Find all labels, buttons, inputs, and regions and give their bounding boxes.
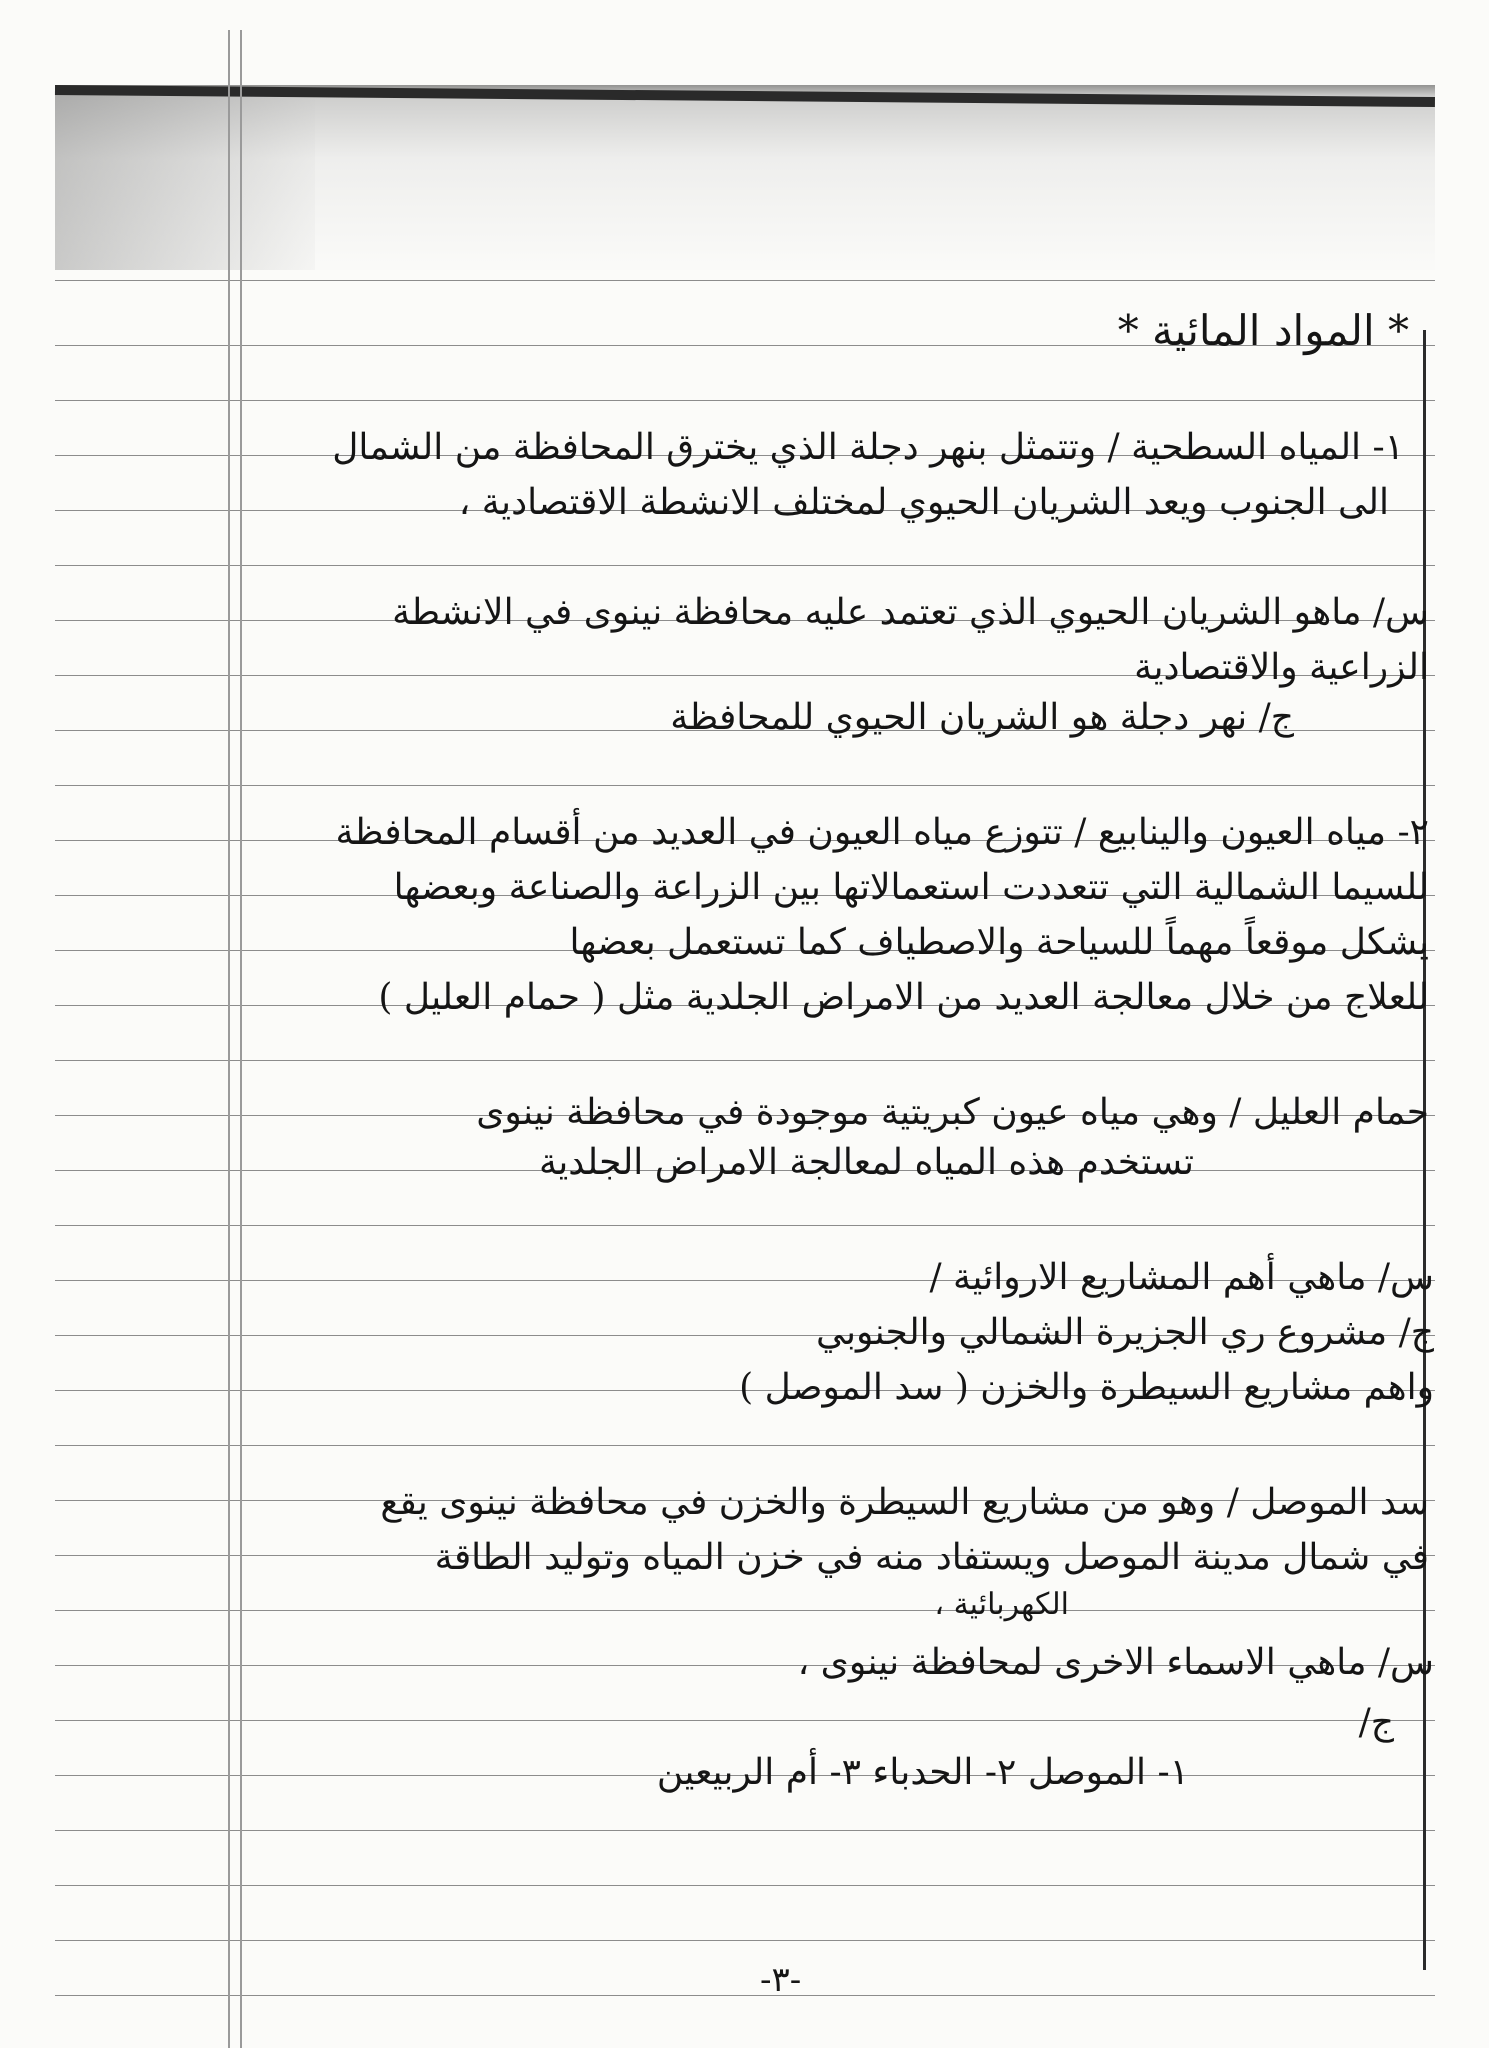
text-line: الزراعية والاقتصادية [1134,647,1429,688]
ruled-line [55,400,1435,401]
ruled-line [55,1940,1435,1941]
ruled-line [55,1610,1435,1611]
text-line: الى الجنوب ويعد الشريان الحيوي لمختلف الانشطة الاقتصادية ، [458,482,1389,523]
text-line: تستخدم هذه المياه لمعالجة الامراض الجلدية [538,1142,1194,1183]
ruled-line [55,1830,1435,1831]
ruled-line [55,1060,1435,1061]
ruled-line [55,785,1435,786]
page-number: -٣- [760,1960,802,2000]
text-line: في شمال مدينة الموصل ويستفاد منه في خزن المياه وتوليد الطاقة [434,1537,1429,1578]
text-line: سد الموصل / وهو من مشاريع السيطرة والخزن في محافظة نينوى يقع [380,1482,1429,1523]
text-line: للعلاج من خلال معالجة العديد من الامراض الجلدية مثل ( حمام العليل ) [378,977,1429,1018]
text-line: حمام العليل / وهي مياه عيون كبريتية موجودة في محافظة نينوى [476,1092,1429,1133]
margin-line-left [228,30,230,2048]
text-line: ٢- مياه العيون والينابيع / تتوزع مياه العيون في العديد من أقسام المحافظة [335,812,1429,853]
ruled-line [55,1445,1435,1446]
text-line: واهم مشاريع السيطرة والخزن ( سد الموصل ) [739,1367,1434,1408]
ruled-line [55,1225,1435,1226]
text-line: س/ ماهو الشريان الحيوي الذي تعتمد عليه محافظة نينوى في الانشطة [392,592,1429,633]
margin-line-right [1423,330,1426,1970]
margin-line-left-inner [240,30,242,2048]
ruled-line [55,1995,1435,1996]
text-line: ج/ نهر دجلة هو الشريان الحيوي للمحافظة [670,697,1294,738]
ruled-line [55,280,1435,281]
heading: * المواد المائية * [1117,306,1409,355]
ruled-line [55,1885,1435,1886]
ruled-line [55,1720,1435,1721]
ruled-line [55,565,1435,566]
text-line: للسيما الشمالية التي تتعددت استعمالاتها بين الزراعة والصناعة وبعضها [393,867,1429,908]
text-line: يشكل موقعاً مهماً للسياحة والاصطياف كما تستعمل بعضها [569,922,1429,963]
text-line: س/ ماهي الاسماء الاخرى لمحافظة نينوى ، [797,1642,1434,1683]
text-line: الكهربائية ، [934,1587,1069,1622]
text-line: ج/ [1358,1702,1394,1743]
text-line: ١- الموصل ٢- الحدباء ٣- أم الربيعين [656,1752,1189,1793]
text-line: ج/ مشروع ري الجزيرة الشمالي والجنوبي [815,1312,1434,1353]
text-line: س/ ماهي أهم المشاريع الاروائية / [929,1257,1434,1298]
scan-shadow-left [55,90,315,270]
text-line: ١- المياه السطحية / وتتمثل بنهر دجلة الذي يخترق المحافظة من الشمال [332,427,1404,468]
